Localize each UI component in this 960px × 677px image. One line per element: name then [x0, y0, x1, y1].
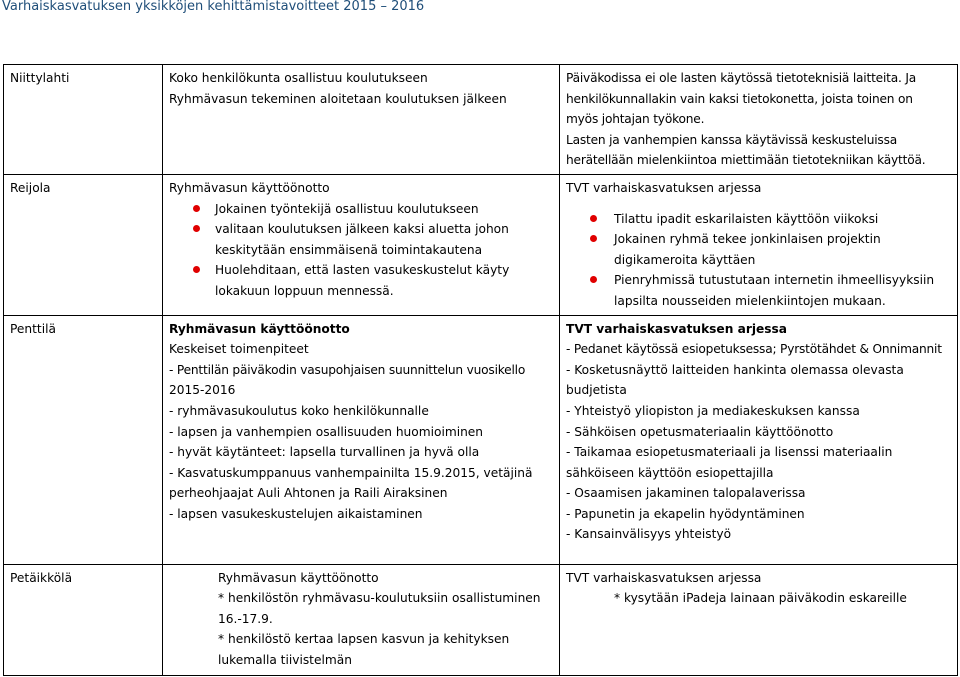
list-item — [169, 219, 553, 260]
bullet-icon — [193, 205, 200, 212]
table-row — [4, 174, 958, 315]
ryhmavasu-cell — [163, 65, 560, 175]
unit-cell — [4, 174, 163, 315]
unit-cell — [4, 564, 163, 675]
section-title: Ryhmävasun käyttöönotto — [169, 321, 350, 336]
text-line: budjetista — [566, 383, 627, 398]
text-line: - Kosketusnäyttö laitteiden hankinta olemassa olevasta — [566, 362, 904, 377]
text-line: - Taikamaa esiopetusmateriaali ja lisenssi materiaalin — [566, 445, 893, 460]
text-line: Jokainen työntekijä osallistuu koulutukseen — [215, 201, 479, 216]
text-line: perheohjaajat Auli Ahtonen ja Raili Airaksinen — [169, 486, 448, 501]
section-title: TVT varhaiskasvatuksen arjessa — [566, 321, 788, 336]
text-line: lukemalla tiivistelmän — [218, 652, 352, 667]
text-line: lapsilta nousseiden mielenkiintojen mukaan. — [614, 293, 886, 308]
unit-name: Niittylahti — [10, 71, 70, 85]
bullet-list — [566, 209, 951, 312]
development-goals-table — [3, 64, 958, 676]
tvt-cell — [560, 564, 958, 675]
text-line: Lasten ja vanhempien kanssa käytävissä keskusteluissa — [566, 132, 897, 147]
tvt-cell — [560, 65, 958, 175]
unit-name: Reijola — [10, 180, 51, 195]
list-item — [566, 229, 951, 270]
text-line: 2015-2016 — [169, 383, 236, 398]
text-line: myös johtajan työkone. — [566, 112, 705, 127]
text-line: Tilattu ipadit eskarilaisten käyttöön viikoksi — [614, 211, 879, 226]
ryhmavasu-cell — [163, 564, 560, 675]
unit-name: Penttilä — [10, 321, 56, 336]
list-item — [566, 270, 951, 311]
document-header: Varhaiskasvatuksen yksikköjen kehittämistavoitteet 2015 – 2016 — [2, 0, 425, 14]
text-line: * henkilöstö kertaa lapsen kasvun ja kehityksen — [218, 632, 510, 647]
text-line: Huolehditaan, että lasten vasukeskustelut käyty — [215, 263, 510, 278]
text-line: - Pedanet käytössä esiopetuksessa; Pyrstötähdet & Onnimannit — [566, 342, 942, 357]
text-line: - Penttilän päiväkodin vasupohjaisen suunnittelun vuosikello — [169, 362, 526, 377]
section-title: Ryhmävasun käyttöönotto — [218, 570, 379, 585]
text-line: valitaan koulutuksen jälkeen kaksi aluetta johon — [215, 222, 509, 237]
text-line: - Osaamisen jakaminen talopalaverissa — [566, 486, 806, 501]
list-item — [169, 260, 553, 301]
text-line: keskitytään ensimmäisenä toimintakautena — [215, 242, 483, 257]
text-line: henkilökunnallakin vain kaksi tietokonetta, joista toinen on — [566, 91, 913, 106]
list-item — [169, 199, 553, 220]
section-title: TVT varhaiskasvatuksen arjessa — [566, 180, 762, 195]
list-item — [566, 209, 951, 230]
text-line: - Papunetin ja ekapelin hyödyntäminen — [566, 506, 805, 521]
text-line: Pienryhmissä tutustutaan internetin ihmeellisyyksiin — [614, 273, 935, 288]
unit-name: Petäikkölä — [10, 570, 73, 585]
bullet-icon — [193, 225, 200, 232]
text-line: - Sähköisen opetusmateriaalin käyttöönotto — [566, 424, 834, 439]
text-line: - Kasvatuskumppanuus vanhempainilta 15.9.2015, vetäjinä — [169, 465, 533, 480]
text-line: * kysytään iPadeja lainaan päiväkodin eskareille — [614, 591, 907, 606]
bullet-icon — [590, 276, 597, 283]
text-line: - Kansainvälisyys yhteistyö — [566, 527, 732, 542]
table-row — [4, 564, 958, 675]
text-line: digikameroita käyttäen — [614, 252, 756, 267]
text-line: lokakuun loppuun mennessä. — [215, 283, 394, 298]
bullet-icon — [590, 215, 597, 222]
text-line: - lapsen ja vanhempien osallisuuden huomioiminen — [169, 424, 484, 439]
tvt-cell — [560, 315, 958, 564]
text-line: - ryhmävasukoulutus koko henkilökunnalle — [169, 403, 429, 418]
ryhmavasu-cell — [163, 174, 560, 315]
text-line: herätellään mielenkiintoa miettimään tietotekniikan käyttöä. — [566, 153, 926, 168]
text-line: sähköiseen käyttöön esiopettajilla — [566, 465, 774, 480]
bullet-icon — [193, 266, 200, 273]
tvt-cell — [560, 174, 958, 315]
section-title: TVT varhaiskasvatuksen arjessa — [566, 570, 762, 585]
unit-cell — [4, 65, 163, 175]
text-line: - lapsen vasukeskustelujen aikaistaminen — [169, 506, 423, 521]
bullet-list — [169, 199, 553, 302]
table-row — [4, 315, 958, 564]
table-row — [4, 65, 958, 175]
text-line: * henkilöstön ryhmävasu-koulutuksiin osallistuminen — [218, 591, 541, 606]
text-line: Keskeiset toimenpiteet — [169, 342, 309, 357]
text-line: Jokainen ryhmä tekee jonkinlaisen projektin — [614, 232, 881, 247]
text-line: 16.-17.9. — [218, 611, 273, 626]
bullet-icon — [590, 235, 597, 242]
text-line: Ryhmävasun tekeminen aloitetaan koulutuksen jälkeen — [169, 91, 507, 106]
text-line: Koko henkilökunta osallistuu koulutukseen — [169, 71, 428, 85]
text-line: - Yhteistyö yliopiston ja mediakeskuksen kanssa — [566, 403, 860, 418]
unit-cell — [4, 315, 163, 564]
text-line: Päiväkodissa ei ole lasten käytössä tietoteknisiä laitteita. Ja — [566, 71, 916, 85]
section-title: Ryhmävasun käyttöönotto — [169, 180, 330, 195]
text-line: - hyvät käytänteet: lapsella turvallinen ja hyvä olla — [169, 445, 480, 460]
ryhmavasu-cell — [163, 315, 560, 564]
